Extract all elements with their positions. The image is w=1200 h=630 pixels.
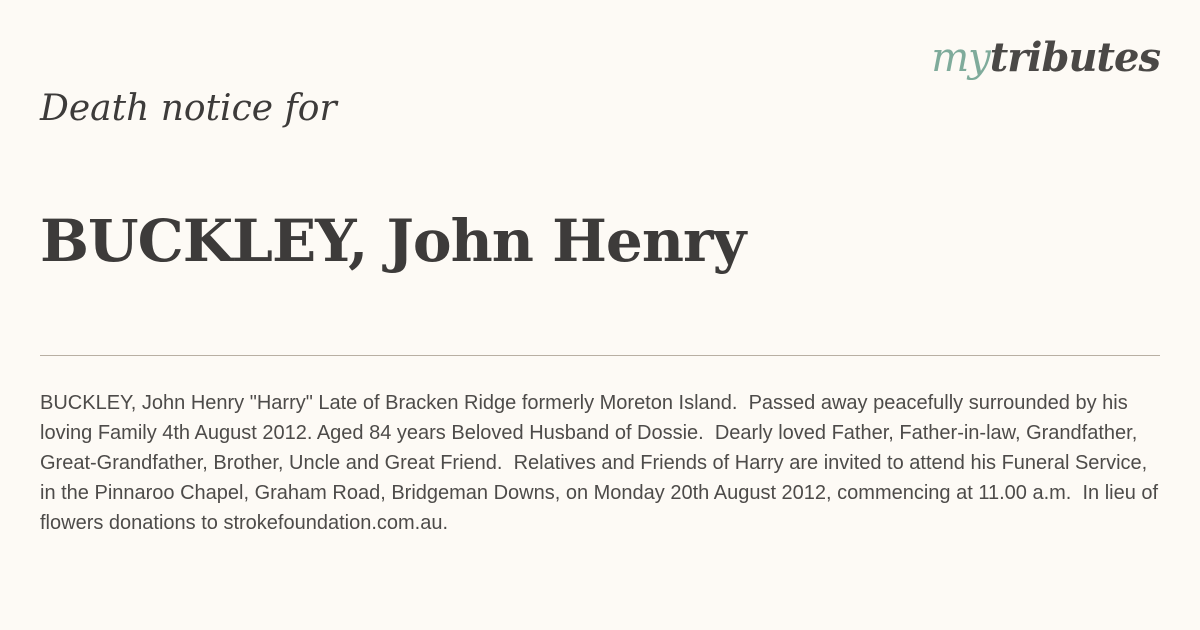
deceased-name: BUCKLEY, John Henry	[40, 207, 746, 275]
notice-body: BUCKLEY, John Henry "Harry" Late of Bracken Ridge formerly Moreton Island. Passed away peacefully surrounded by his loving Family 4th August 2012. Aged 84 years Beloved Husband of Dossie. Dearly loved Father, Father-in-law, Grandfather, Great-Grandfather, Brother, Uncle and Great Friend. Relatives and Friends of Harry are invited to attend his Funeral Service, in the Pinnaroo Chapel, Graham Road, Bridgeman Downs, on Monday 20th August 2012, commencing at 11.00 a.m. In lieu of flowers donations to strokefoundation.com.au.	[40, 392, 1164, 534]
notice-kicker: Death notice for	[40, 88, 337, 129]
mytributes-logo[interactable]	[931, 34, 1160, 81]
logo-part-my: my	[931, 35, 990, 81]
logo-part-tributes: tributes	[989, 34, 1160, 81]
divider	[40, 355, 1160, 356]
